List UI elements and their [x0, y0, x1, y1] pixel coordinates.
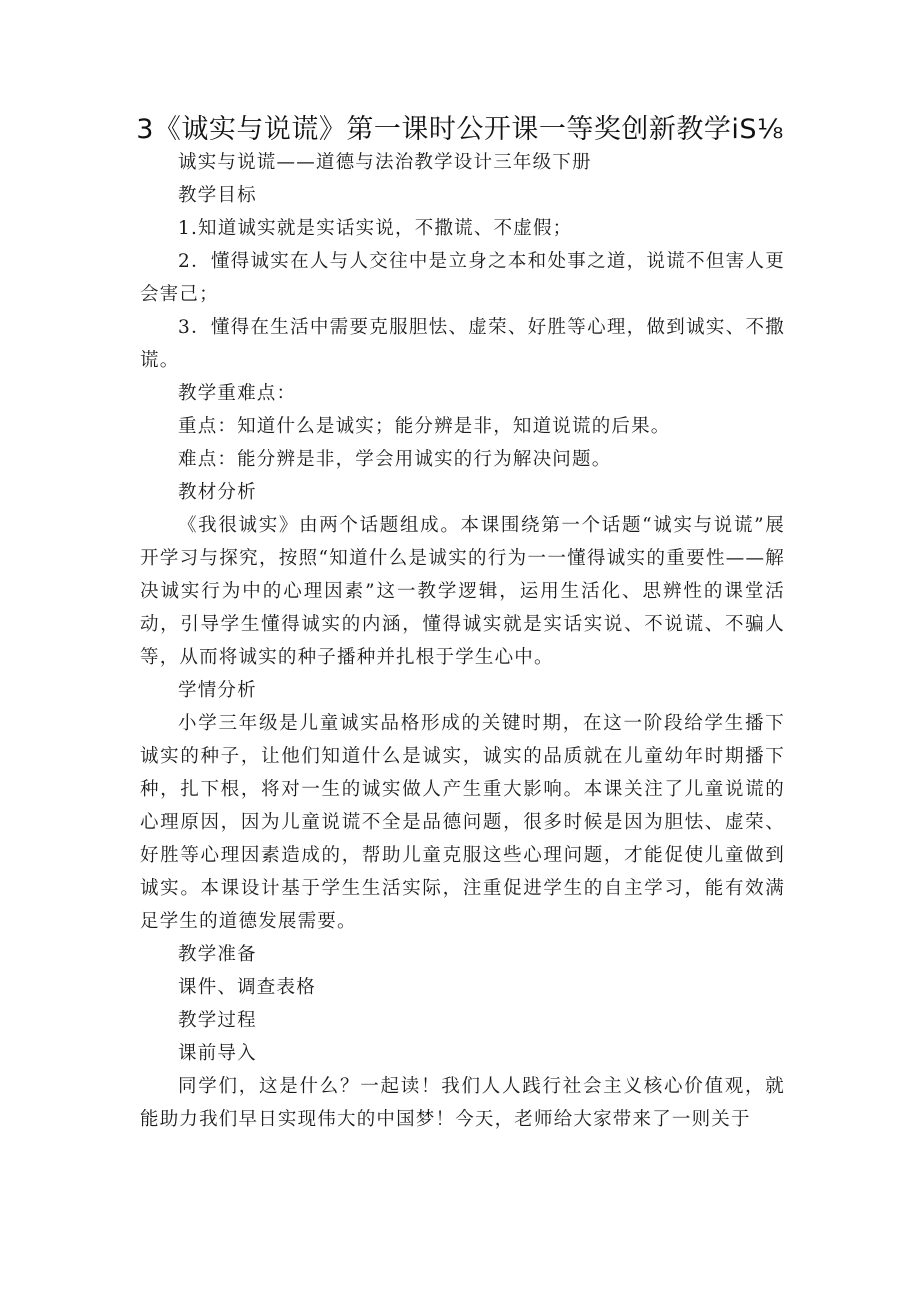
teaching-process-heading: 教学过程	[178, 1010, 257, 1031]
objective-1: 1.知道诚实就是实话实说，不撒谎、不虚假；	[178, 218, 573, 239]
objective-3: 3．懂得在生活中需要克服胆怯、虚荣、好胜等心理，做到诚实、不撒谎。	[140, 317, 785, 371]
student-analysis-text: 小学三年级是儿童诚实品格形成的关键时期，在这一阶段给学生播下诚实的种子，让他们知道什么是诚实，诚实的品质就在儿童幼年时期播下种，扎下根，将对一生的诚实做人产生重大影响。本课关注了儿童说谎的心理原因，因为儿童说谎不全是品德问题，很多时候是因为胆怯、虚荣、好胜等心理因素造成的，帮助儿童克服这些心理问题，才能促使儿童做到诚实。本课设计基于学生生活实际，注重促进学生的自主学习，能有效满足学生的道德发展需要。	[140, 713, 785, 932]
objective-2: 2．懂得诚实在人与人交往中是立身之本和处事之道，说谎不但害人更会害己；	[140, 251, 785, 305]
key-difficult-heading: 教学重难点：	[178, 383, 297, 404]
teaching-prep-heading: 教学准备	[178, 944, 257, 965]
student-analysis-heading: 学情分析	[178, 680, 257, 701]
textbook-analysis-heading: 教材分析	[178, 482, 257, 503]
key-point: 重点：知道什么是诚实；能分辨是非，知道说谎的后果。	[178, 416, 671, 437]
objectives-heading: 教学目标	[178, 185, 257, 206]
difficult-point: 难点：能分辨是非，学会用诚实的行为解决问题。	[178, 449, 612, 470]
document-subtitle: 诚实与说谎——道德与法治教学设计三年级下册	[178, 152, 592, 173]
document-title: 3《诚实与说谎》第一课时公开课一等奖创新教学iS⅛	[136, 114, 784, 145]
teaching-prep-text: 课件、调查表格	[178, 977, 316, 998]
intro-text: 同学们，这是什么？一起读！我们人人践行社会主义核心价值观，就能助力我们早日实现伟大的中国梦！今天，老师给大家带来了一则关于	[140, 1076, 785, 1130]
intro-heading: 课前导入	[178, 1043, 257, 1064]
textbook-analysis-text: 《我很诚实》由两个话题组成。本课围绕第一个话题“诚实与说谎”展开学习与探究，按照“知道什么是诚实的行为一一懂得诚实的重要性——解决诚实行为中的心理因素”这一教学逻辑，运用生活化、思辨性的课堂活动，引导学生懂得诚实的内涵，懂得诚实就是实话实说、不说谎、不骗人等，从而将诚实的种子播种并扎根于学生心中。	[140, 515, 785, 668]
document-body	[140, 146, 785, 1136]
